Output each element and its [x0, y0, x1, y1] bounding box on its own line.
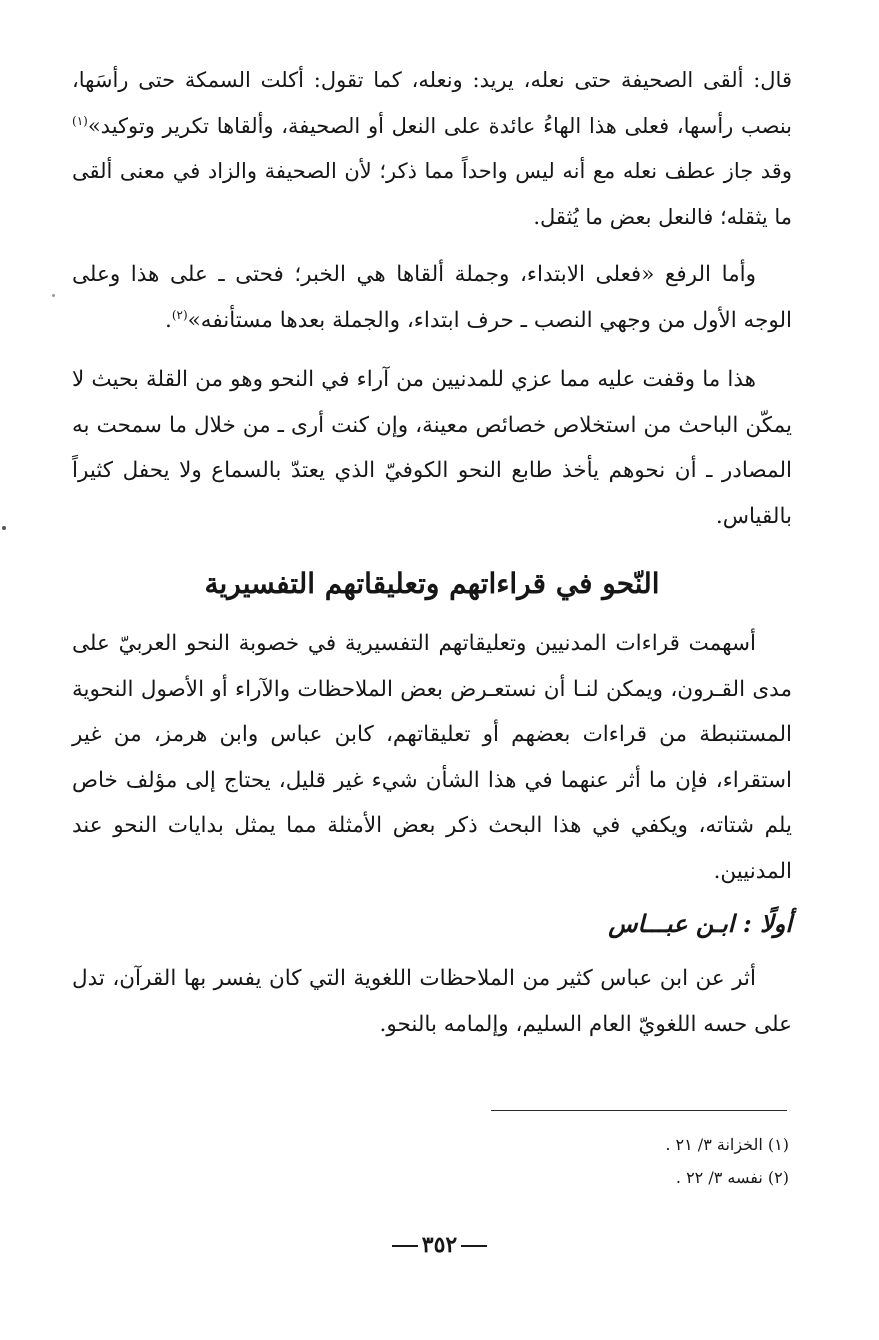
footnote-1: (١) الخزانة ٣/ ٢١ .	[665, 1135, 789, 1154]
page-number-dash-left	[392, 1245, 418, 1247]
paragraph-2-text: وأما الرفع «فعلى الابتداء، وجملة ألقاها هي الخبر؛ فحتى ـ على هذا وعلى الوجه الأول من وجهي النصب ـ حرف ابتداء، والجملة بعدها مستأنفه»	[72, 262, 792, 333]
footnote-ref-2[interactable]: (٢)	[171, 307, 188, 322]
section-title: النّحو في قراءاتهم وتعليقاتهم التفسيرية	[204, 567, 660, 600]
page-number-dash-right	[461, 1245, 487, 1247]
paragraph-2-tail: .	[164, 307, 172, 333]
paragraph-3: هذا ما وقفت عليه مما عزي للمدنيين من آراء في النحو وهو من القلة بحيث لا يمكّن الباحث من استخلاص خصائص معينة، وإن كنت أرى ـ من خلال ما سمحت به المصادر ـ أن نحوهم يأخذ طابع النحو الكوفيّ الذي يعتدّ بالسماع ولا يحفل كثيراً بالقياس.	[72, 367, 792, 529]
footnote-divider	[491, 1110, 787, 1111]
page-number	[0, 1232, 879, 1258]
section-paragraph: أسهمت قراءات المدنيين وتعليقاتهم التفسيرية في خصوبة النحو العربيّ على مدى القـرون، ويمكن لنـا أن نستعـرض بعض الملاحظات والآراء أو الأصول النحوية المستنبطة من قراءات بعضهم أو تعليقاتهم، كابن عباس وابن هرمز، من غير استقراء، فإن ما أثر عنهما في هذا الشأن شيء غير قليل، يحتاج إلى مؤلف خاص يلم شتاته، ويكفي في هذا البحث ذكر بعض الأمثلة مما يمثل بدايات النحو عند المدنيين.	[72, 631, 792, 884]
paragraph-1	[72, 58, 792, 240]
paragraph-1-text: قال: ألقى الصحيفة حتى نعله، يريد: ونعله، كما تقول: أكلت السمكة حتى رأسَها، بنصب رأسها، فعلى هذا الهاءُ عائدة على النعل أو الصحيفة، وألقاها تكرير وتوكيد»	[72, 68, 792, 138]
paragraph-1-tail: وقد جاز عطف نعله مع أنه ليس واحداً مما ذكر؛ لأن الصحيفة والزاد في معنى ألقى ما يثقله؛ فالنعل بعض ما يُثقل.	[72, 159, 792, 229]
scan-speck	[2, 526, 6, 530]
paragraph-2	[72, 252, 792, 343]
footnote-ref-1[interactable]: (١)	[72, 113, 88, 128]
footnote-2: (٢) نفسه ٣/ ٢٢ .	[675, 1168, 789, 1187]
footnotes	[389, 1128, 789, 1194]
page-number-value: ٣٥٢	[421, 1232, 458, 1258]
page-body	[72, 58, 792, 1047]
subheading-ibn-abbas: أولًا : ابـن عبـــاس	[608, 909, 792, 938]
subheading-paragraph: أثر عن ابن عباس كثير من الملاحظات اللغوية التي كان يفسر بها القرآن، تدل على حسه اللغويّ العام السليم، وإلمامه بالنحو.	[72, 966, 792, 1037]
scan-speck	[52, 294, 55, 297]
